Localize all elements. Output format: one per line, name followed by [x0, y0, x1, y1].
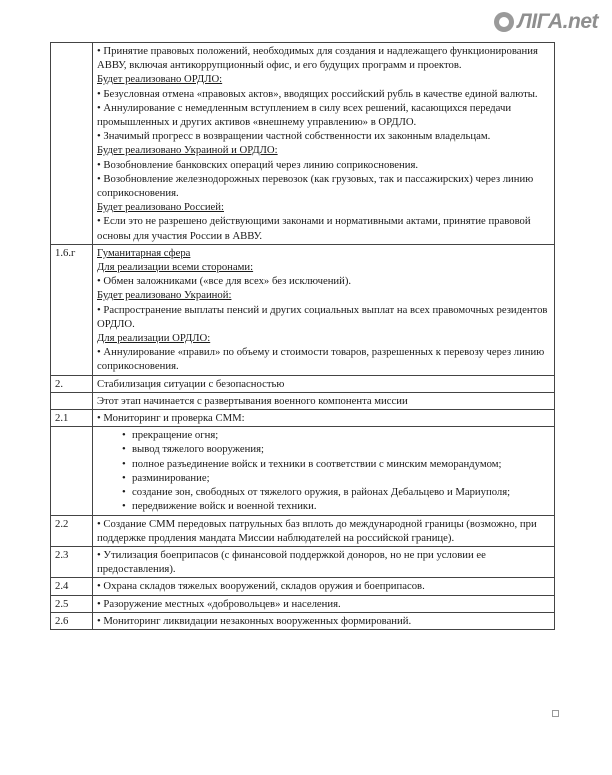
row-number: 2.	[51, 375, 93, 392]
text-line: • Если это не разрешено действующими законами и нормативными актами, принятие правовой основы для участия России в АВВУ.	[97, 215, 531, 242]
page-corner-marker	[552, 710, 559, 717]
section-heading: Для реализации ОРДЛО:	[97, 332, 211, 345]
text-line: • Безусловная отмена «правовых актов», вводящих российский рубль в качестве единой валюты.	[97, 87, 538, 100]
row-content	[93, 515, 555, 546]
row-content	[93, 43, 555, 245]
row-content	[93, 595, 555, 612]
table-row	[51, 392, 555, 409]
text-line: • Мониторинг и проверка СММ:	[97, 412, 245, 425]
list-item: • передвижение войск и военной техники.	[123, 499, 550, 513]
row-number: 2.3	[51, 546, 93, 577]
logo-text: ЛIГА.net	[517, 10, 598, 33]
text-line: • Распространение выплаты пенсий и других социальных выплат на всех правомочных резидентов ОРДЛО.	[97, 303, 548, 330]
row-number: 2.1	[51, 410, 93, 427]
table-row	[51, 244, 555, 375]
text-line: • Обмен заложниками («все для всех» без исключений).	[97, 275, 352, 288]
table-row	[51, 515, 555, 546]
row-content	[93, 244, 555, 375]
table-row	[51, 612, 555, 629]
text-line: • Возобновление банковских операций через линию соприкосновения.	[97, 158, 419, 171]
row-number	[51, 43, 93, 245]
list-item: • полное разъединение войск и техники в соответствии с минским меморандумом;	[123, 457, 550, 471]
text-line: • Значимый прогресс в возвращении частной собственности их законным владельцам.	[97, 130, 491, 143]
text-line: • Охрана складов тяжелых вооружений, складов оружия и боеприпасов.	[97, 580, 425, 593]
table-row	[51, 375, 555, 392]
text-line: • Аннулирование «правил» по объему и стоимости товаров, разрешенных к перевозу через линию соприкосновения.	[97, 346, 545, 373]
row-content	[93, 410, 555, 427]
logo-circle-icon	[494, 12, 514, 32]
row-number	[51, 392, 93, 409]
text-line: • Возобновление железнодорожных перевозок (как грузовых, так и пассажирских) через линию соприкосновения.	[97, 172, 534, 200]
row-number: 2.4	[51, 578, 93, 595]
bullet-list	[97, 428, 550, 513]
document-table	[50, 42, 555, 630]
section-heading: Будет реализовано Россией:	[97, 201, 224, 214]
list-item: • разминирование;	[123, 471, 550, 485]
table-row	[51, 578, 555, 595]
row-number: 2.5	[51, 595, 93, 612]
section-heading: Для реализации всеми сторонами:	[97, 261, 254, 274]
table-row	[51, 43, 555, 245]
row-content	[93, 375, 555, 392]
table-row	[51, 410, 555, 427]
table-row	[51, 427, 555, 515]
row-number: 1.6.г	[51, 244, 93, 375]
section-heading: Будет реализовано ОРДЛО:	[97, 73, 223, 86]
text-line: • Мониторинг ликвидации незаконных вооруженных формирований.	[97, 614, 412, 627]
row-content	[93, 612, 555, 629]
row-number: 2.6	[51, 612, 93, 629]
row-number: 2.2	[51, 515, 93, 546]
list-item: • вывод тяжелого вооружения;	[123, 442, 550, 456]
list-item: • прекращение огня;	[123, 428, 550, 442]
row-content	[93, 578, 555, 595]
text-line: Этот этап начинается с развертывания военного компонента миссии	[97, 394, 408, 407]
row-content	[93, 392, 555, 409]
text-line: • Аннулирование с немедленным вступлением в силу всех решений, касающихся передачи промышленных и других активов «внешнему управлению» в ОРДЛО.	[97, 101, 512, 129]
list-item: • создание зон, свободных от тяжелого оружия, в районах Дебальцево и Мариуполя;	[123, 485, 550, 499]
text-line: • Создание СММ передовых патрульных баз вплоть до международной границы (возможно, при поддержке продления мандата Миссии наблюдателей на российской границе).	[97, 517, 537, 544]
section-heading: Гуманитарная сфера	[97, 246, 191, 259]
table-row	[51, 595, 555, 612]
text-line: • Принятие правовых положений, необходимых для создания и надлежащего функционирования АВВУ, включая антикоррупционный офис, и его будущих программ и проектов.	[97, 45, 538, 72]
table-row	[51, 546, 555, 577]
section-heading: Будет реализовано Украиной и ОРДЛО:	[97, 144, 278, 157]
section-heading: Будет реализовано Украиной:	[97, 289, 232, 302]
row-content	[93, 546, 555, 577]
row-number	[51, 427, 93, 515]
text-line: • Утилизация боеприпасов (с финансовой поддержкой доноров, но не при условии ее предоставления).	[97, 548, 486, 576]
text-line: • Разоружение местных «добровольцев» и населения.	[97, 597, 341, 610]
row-content	[93, 427, 555, 515]
text-line: Стабилизация ситуации с безопасностью	[97, 377, 285, 390]
liga-net-logo	[494, 10, 598, 34]
